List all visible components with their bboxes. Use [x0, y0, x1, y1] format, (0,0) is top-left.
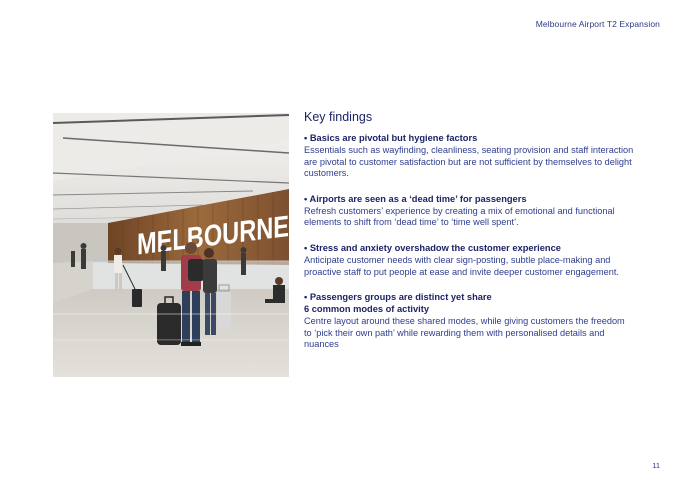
finding-heading: • Stress and anxiety overshadow the customer experience: [304, 242, 561, 253]
finding-heading: • Passengers groups are distinct yet share 6 common modes of activity: [304, 292, 492, 315]
finding-heading: • Basics are pivotal but hygiene factors: [304, 133, 478, 143]
finding-item: [304, 132, 634, 180]
document-header-title: Melbourne Airport T2 Expansion: [535, 19, 660, 29]
section-title: Key findings: [304, 110, 373, 124]
finding-item: [304, 291, 634, 351]
finding-heading: • Airports are seen as a ‘dead time’ for passengers: [304, 193, 527, 204]
finding-item: [304, 193, 634, 229]
page-number: 11: [652, 461, 660, 470]
finding-body: Anticipate customer needs with clear sign-posting, subtle place-making and proactive staff to put people at ease and invite deeper customer engagement.: [304, 254, 619, 277]
terminal-photo: [53, 113, 331, 377]
finding-body: Centre layout around these shared modes, while giving customers the freedom to ‘pick their own path’ while rewarding them with personalised details and nuances: [304, 316, 625, 350]
finding-body: Refresh customers’ experience by creating a mix of emotional and functional elements to shift from ‘dead time’ to ‘time well spent’.: [304, 205, 615, 228]
finding-item: [304, 242, 634, 278]
finding-body: Essentials such as wayfinding, cleanliness, seating provision and staff interaction are pivotal to customer satisfaction but are not sufficient by themselves to delight customers.: [304, 145, 634, 179]
key-findings-section: [304, 110, 634, 364]
melbourne-sign: MELBOURNE: [137, 205, 331, 262]
